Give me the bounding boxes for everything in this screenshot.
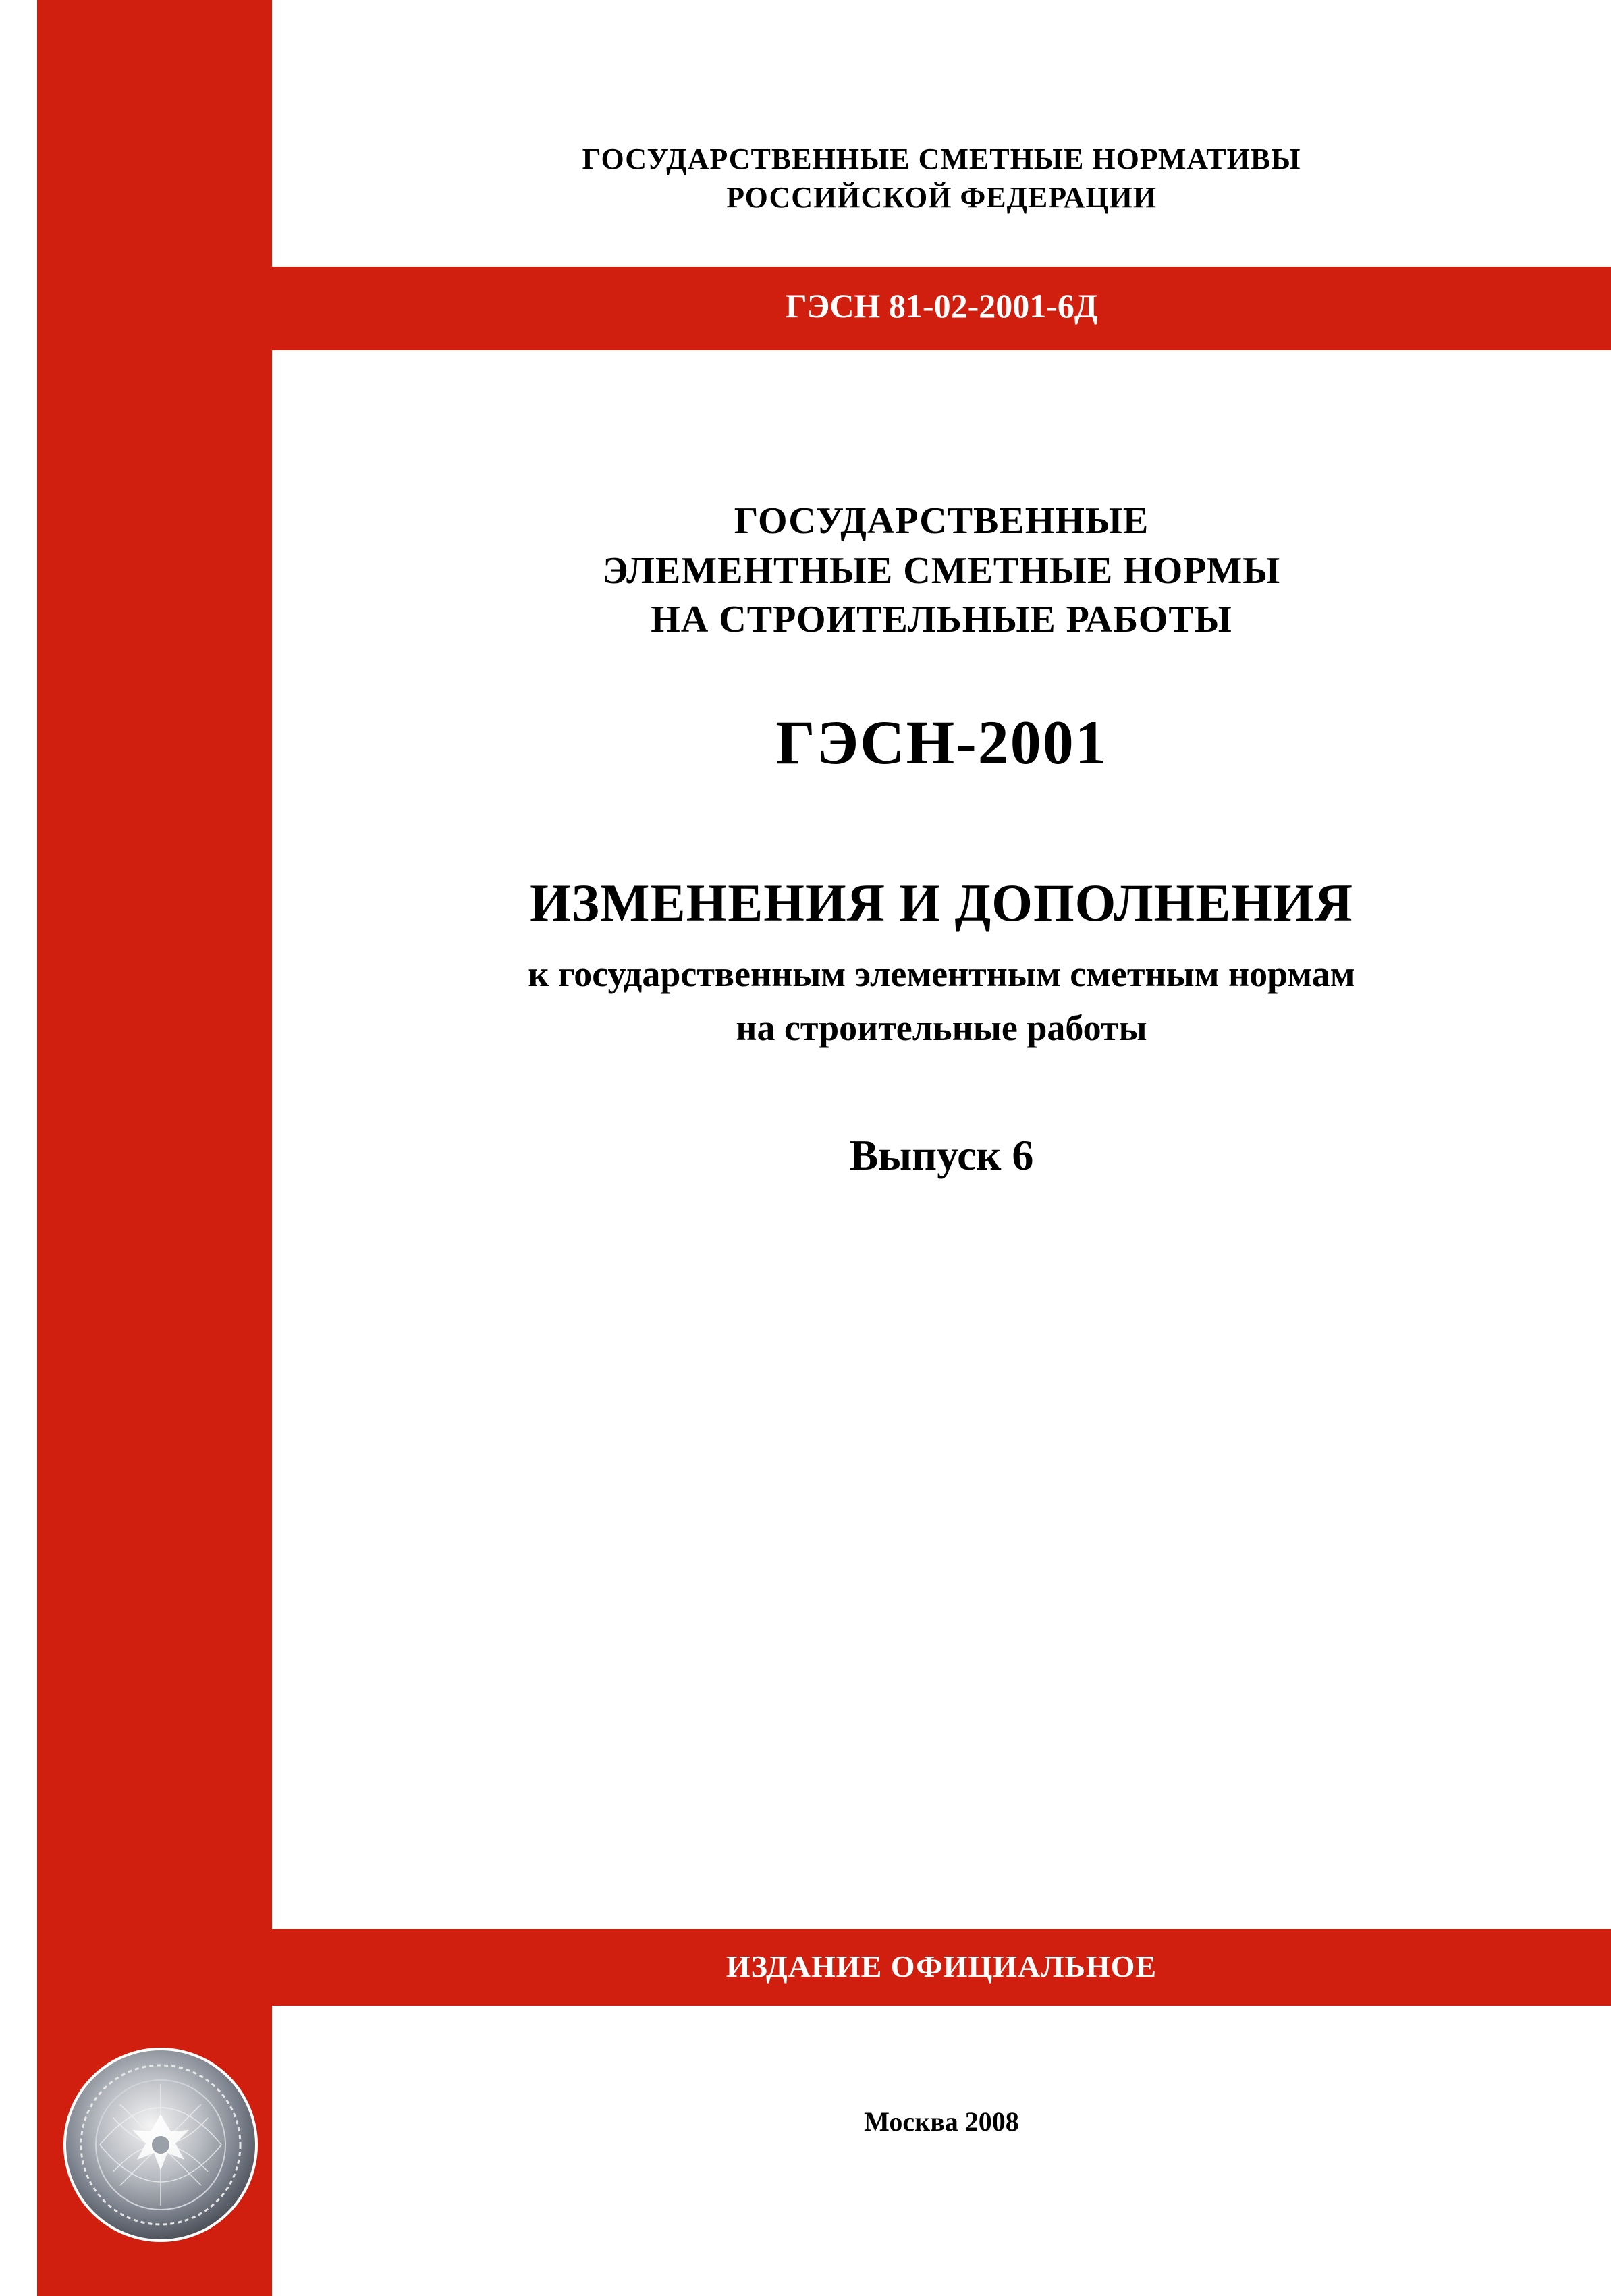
edition-band [37,1929,1611,2006]
changes-subtitle-2: на строительные работы [736,1008,1147,1048]
edition-band-text: ИЗДАНИЕ ОФИЦИАЛЬНОЕ [726,1949,1157,1984]
issue-number: Выпуск 6 [849,1131,1034,1179]
imprint-city-year: Москва 2008 [864,2106,1019,2137]
series-code: ГЭСН-2001 [775,708,1108,777]
header-line-2: РОССИЙСКОЙ ФЕДЕРАЦИИ [726,181,1157,214]
hologram-seal-icon [59,2044,262,2246]
changes-subtitle-1: к государственным элементным сметным нормам [528,954,1355,994]
code-band [37,267,1611,350]
changes-heading: ИЗМЕНЕНИЯ И ДОПОЛНЕНИЯ [530,873,1353,932]
title-line-1: ГОСУДАРСТВЕННЫЕ [734,500,1149,542]
title-line-3: НА СТРОИТЕЛЬНЫЕ РАБОТЫ [651,599,1232,640]
title-line-2: ЭЛЕМЕНТНЫЕ СМЕТНЫЕ НОРМЫ [602,550,1281,592]
code-band-text: ГЭСН 81-02-2001-6Д [785,287,1098,325]
header-line-1: ГОСУДАРСТВЕННЫЕ СМЕТНЫЕ НОРМАТИВЫ [582,142,1301,175]
